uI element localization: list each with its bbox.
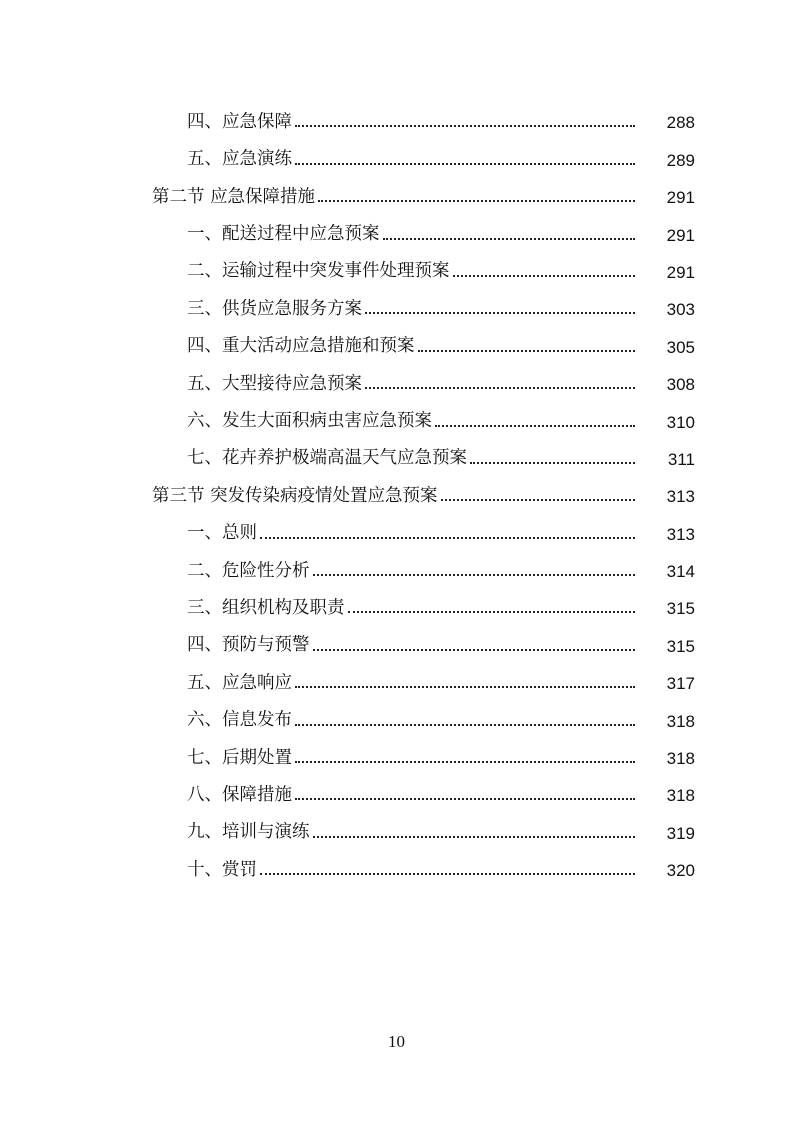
toc-dot-leader: [453, 275, 636, 277]
toc-entry[interactable]: [0, 736, 793, 773]
toc-dot-leader: [435, 425, 635, 427]
toc-dot-leader: [260, 537, 635, 539]
toc-entry-page: 288: [666, 113, 695, 133]
toc-entry-page: 315: [666, 599, 695, 619]
toc-entry[interactable]: [0, 848, 793, 885]
toc-entry-page: 314: [666, 562, 695, 582]
toc-entry[interactable]: [0, 549, 793, 586]
toc-entry[interactable]: [0, 250, 793, 287]
toc-dot-leader: [313, 574, 636, 576]
table-of-contents: [0, 100, 793, 885]
toc-entry-page: 311: [667, 449, 695, 469]
toc-entry-title: 五、应急响应: [187, 672, 292, 693]
toc-dot-leader: [441, 499, 635, 501]
toc-entry[interactable]: [0, 362, 793, 399]
toc-entry-title: 三、组织机构及职责: [187, 597, 345, 618]
toc-entry-page: 310: [666, 412, 695, 432]
toc-entry-page: 289: [666, 150, 695, 170]
toc-entry[interactable]: [0, 137, 793, 174]
toc-entry[interactable]: [0, 810, 793, 847]
toc-dot-leader: [365, 387, 635, 389]
page-number: 10: [388, 1032, 405, 1051]
toc-entry-title: 四、预防与预警: [187, 635, 310, 656]
toc-entry-title: 六、发生大面积病虫害应急预案: [187, 411, 432, 432]
toc-entry-title: 五、大型接待应急预案: [187, 373, 362, 394]
toc-entry-title: 三、供货应急服务方案: [187, 298, 362, 319]
toc-entry-page: 318: [666, 786, 695, 806]
toc-entry-title: 七、后期处置: [187, 747, 292, 768]
toc-entry-page: 305: [666, 337, 695, 357]
toc-entry-page: 308: [666, 375, 695, 395]
toc-entry-page: 319: [666, 823, 695, 843]
toc-entry-page: 318: [666, 749, 695, 769]
toc-dot-leader: [418, 350, 636, 352]
toc-dot-leader: [318, 200, 635, 202]
toc-dot-leader: [295, 125, 635, 127]
toc-dot-leader: [348, 611, 636, 613]
toc-section-entry[interactable]: [0, 175, 793, 212]
toc-entry[interactable]: [0, 586, 793, 623]
toc-entry-title: 二、危险性分析: [187, 560, 310, 581]
toc-entry-page: 313: [666, 524, 695, 544]
toc-entry[interactable]: [0, 287, 793, 324]
toc-entry-title: 十、赏罚: [187, 859, 257, 880]
toc-entry-title: 九、培训与演练: [187, 822, 310, 843]
toc-section-entry[interactable]: [0, 474, 793, 511]
toc-entry-title: 四、重大活动应急措施和预案: [187, 336, 415, 357]
toc-entry-page: 291: [666, 225, 695, 245]
toc-entry-page: 320: [666, 861, 695, 881]
toc-entry-page: 291: [666, 262, 695, 282]
toc-entry[interactable]: [0, 623, 793, 660]
toc-entry-title: 七、花卉养护极端高温天气应急预案: [187, 448, 467, 469]
toc-entry-title: 六、信息发布: [187, 710, 292, 731]
toc-section-title: 第三节 突发传染病疫情处置应急预案: [152, 485, 438, 506]
toc-entry-title: 五、应急演练: [187, 149, 292, 170]
toc-dot-leader: [295, 163, 635, 165]
toc-entry[interactable]: [0, 661, 793, 698]
toc-entry-title: 四、应急保障: [187, 111, 292, 132]
toc-entry[interactable]: [0, 100, 793, 137]
toc-entry[interactable]: [0, 399, 793, 436]
toc-entry[interactable]: [0, 511, 793, 548]
toc-entry[interactable]: [0, 324, 793, 361]
toc-entry-title: 一、配送过程中应急预案: [187, 224, 380, 245]
toc-entry-title: 一、总则: [187, 523, 257, 544]
toc-dot-leader: [313, 649, 636, 651]
toc-entry[interactable]: [0, 773, 793, 810]
toc-entry-page: 318: [666, 711, 695, 731]
toc-entry-page: 313: [666, 487, 695, 507]
toc-entry-page: 303: [666, 300, 695, 320]
toc-entry[interactable]: [0, 212, 793, 249]
toc-dot-leader: [260, 873, 635, 875]
toc-dot-leader: [295, 798, 635, 800]
toc-dot-leader: [313, 836, 636, 838]
toc-dot-leader: [295, 724, 635, 726]
toc-dot-leader: [383, 238, 636, 240]
toc-entry-title: 八、保障措施: [187, 784, 292, 805]
toc-dot-leader: [295, 686, 635, 688]
toc-entry-page: 291: [666, 188, 695, 208]
toc-dot-leader: [470, 462, 635, 464]
toc-entry-page: 317: [666, 674, 695, 694]
toc-entry[interactable]: [0, 437, 793, 474]
toc-dot-leader: [295, 761, 635, 763]
toc-dot-leader: [365, 312, 635, 314]
toc-section-title: 第二节 应急保障措施: [152, 186, 316, 207]
toc-entry[interactable]: [0, 698, 793, 735]
toc-entry-page: 315: [666, 636, 695, 656]
toc-entry-title: 二、运输过程中突发事件处理预案: [187, 261, 450, 282]
